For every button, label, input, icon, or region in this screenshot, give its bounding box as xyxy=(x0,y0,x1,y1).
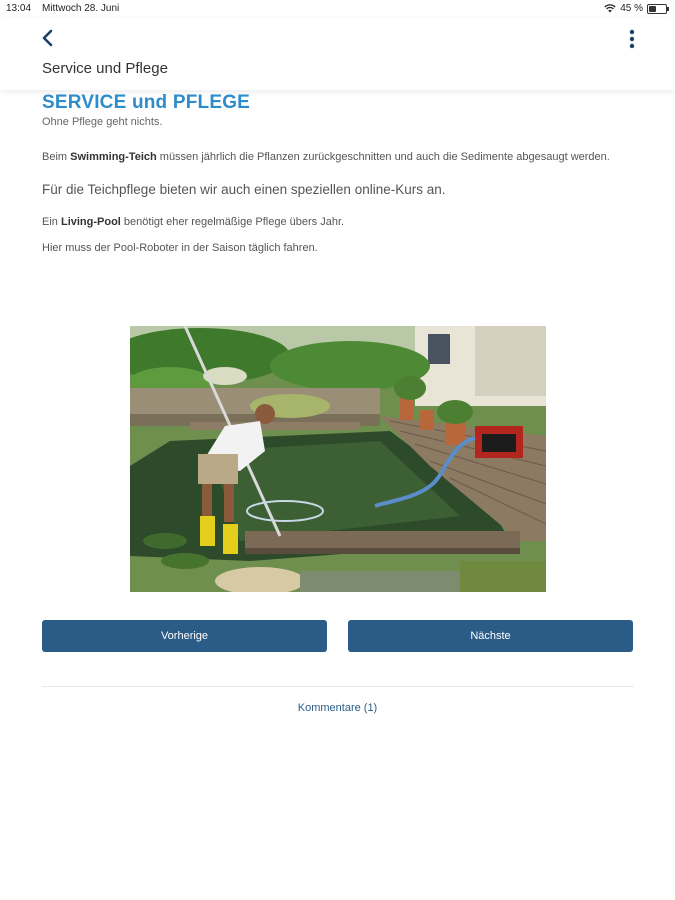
page-title: Service und Pflege xyxy=(42,60,168,77)
status-right xyxy=(604,3,667,14)
pond-maintenance-photo xyxy=(130,326,546,592)
article-subtitle: Ohne Pflege geht nichts. xyxy=(42,116,163,128)
more-vertical-icon[interactable] xyxy=(625,28,639,50)
article-heading: SERVICE und PFLEGE xyxy=(42,92,251,113)
paragraph-pool-roboter: Hier muss der Pool-Roboter in der Saison täglich fahren. xyxy=(42,242,318,254)
next-button[interactable]: Nächste xyxy=(348,620,633,652)
divider xyxy=(42,686,634,687)
paragraph-living-pool xyxy=(42,215,634,230)
bold-text: Living-Pool xyxy=(60,216,121,228)
paragraph-online-kurs: Für die Teichpflege bieten wir auch einen speziellen online-Kurs an. xyxy=(42,182,446,197)
text: benötigt eher regelmäßige Pflege übers Jahr. xyxy=(120,216,345,228)
app-bar xyxy=(0,18,675,90)
battery-text: 45 % xyxy=(620,3,643,14)
bold-text: Swimming-Teich xyxy=(70,151,157,163)
comments-link[interactable]: Kommentare (1) xyxy=(297,702,378,714)
status-bar xyxy=(0,0,675,18)
paragraph-swimming-teich xyxy=(42,150,634,165)
status-date: Mittwoch 28. Juni xyxy=(42,3,120,14)
article-content xyxy=(42,92,634,256)
wifi-icon xyxy=(604,4,616,13)
text: müssen jährlich die Pflanzen zurückgeschnitten und auch die Sedimente abgesaugt werden. xyxy=(156,151,610,163)
text: Ein xyxy=(42,216,61,228)
chevron-left-icon[interactable] xyxy=(36,26,60,50)
previous-button[interactable]: Vorherige xyxy=(42,620,327,652)
status-time: 13:04 xyxy=(6,3,32,14)
text: Beim xyxy=(42,151,71,163)
battery-icon xyxy=(647,4,667,14)
